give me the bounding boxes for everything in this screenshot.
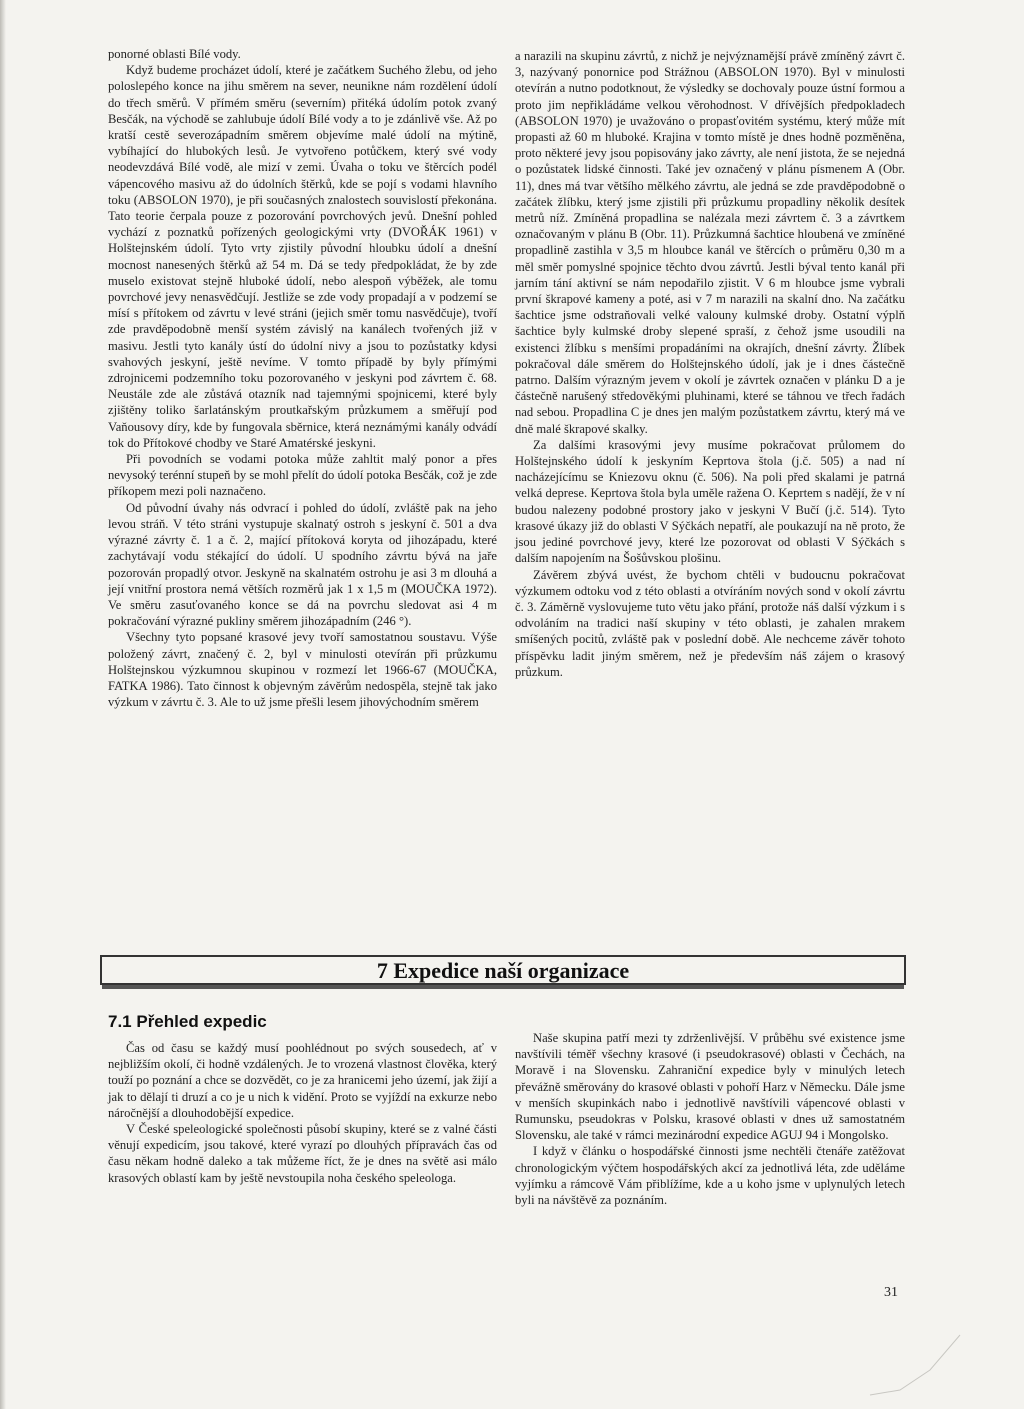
paragraph: I když v článku o hospodářské činnosti jsme nechtěli čtenáře zatěžovat chronologickým výčtem hospodářských akcí za jednotlivá léta, zde uděláme vyjímku a rámcově Vám přiblížíme, kde a u koho jsme v uplynulých letech byli na návštěvě za poznáním.	[515, 1144, 905, 1208]
paragraph: a narazili na skupinu závrtů, z nichž je nejvýznamější právě zmíněný závrt č. 3, nazývaný ponornice pod Strážnou (ABSOLON 1970). Byl v minulosti otevírán a nutno podotknout, že výsledky se dochovaly pouze ústní formou a proto jim nepřikládáme velkou věrohodnost. V dřívějších předpokladech (ABSOLON 1970) je uvažováno o propasťovitém systému, který může mít propasti až 60 m hluboké. Krajina v tomto místě je dnes hodně pozměněna, proto některé jevy jsou popisovány jako závrty, ale není jistota, že se nejedná o pozůstatek lidské činnosti. Také jev označený v plánu písmenem A (Obr. 11), dnes má tvar většího mělkého závrtu, ale jedná se zde pravděpodobně o začátek žlíbku, který jsme zjistili při průzkumu propadliny několik desítek metrů níž. Zmíněná propadlina se nalézala mezi závrtem č. 3 a závrtkem označovaným v plánu B (Obr. 11). Průzkumná šachtice hloubená ve zmíněné propadlině zastihla v 3,5 m hloubce kanál ve štěrcích o průměru 0,30 m a měl směr pomyslné spojnice těchto dvou závrtů. Jestli býval tento kanál při jarním tání aktivní se nám nepodařilo zjistit. V 6 m hloubce jsme vybrali první škrapové kameny a poté, asi v 7 m narazili na skalní dno. Na začátku šachtice jsme odstraňovali velké valouny kulmské droby. Ostatní výplň šachtice byly kulmské droby slepené spraší, z čehož jsme usoudili na existenci žlíbku s menšími propadáními na okrajích, dnešní závrty. Žlíbek pokračoval dále směrem do Holštejnského údolí, jak je i dnes částečně patrno. Dalším výrazným jevem v okolí je závrtek označen v plánku D a je částečně narušený středověkými pluhinami, které se táhnou ve třech řadách nad sebou. Propadlina C je dnes jen malým pozůstatkem závrtu, který má ve dně malé škrapové skalky.	[515, 49, 905, 436]
paragraph: Od původní úvahy nás odvrací i pohled do údolí, zvláště pak na jeho levou stráň. V této stráni vystupuje skalnatý ostroh s jeskyní č. 501 a dva výrazné závrty č. 1 a č. 2, mající přítoková koryta od jihozápadu, které zachytávají vodu stékající do údolí. U spodního závrtu bývá na jaře pozorován propadlý otvor. Jeskyně na skalnatém ostrohu je asi 3 m dlouhá a její vnitřní prostora nemá větších rozměrů jak 1 x 1,5 m (MOUČKA 1972). Ve směru zasuťovaného konce se dá na povrchu sledovat asi 4 m pokračování výrazné pukliny směrem jihozápadním (246 °).	[108, 500, 497, 629]
paragraph: Při povodních se vodami potoka může zahltit malý ponor a přes nevysoký terénní stupeň by se mohl přelít do údolí potoka Besčák, což je zde příkopem mezi poli naznačeno.	[108, 452, 497, 499]
left-column-bottom	[108, 1040, 497, 1186]
paragraph: Čas od času se každý musí poohlédnout po svých sousedech, ať v nejbližším okolí, či hodně vzdálených. Je to vrozená vlastnost člověka, který touží po poznání a chce se dozvědět, co je za hranicemi jeho území, jak žijí a jak to dělají ti druzí a co je u nich k vidění. Proto se vyjíždí na exkurze nebo náročnější a dlouhodobější expedice.	[108, 1041, 497, 1120]
paragraph: V České speleologické společnosti působí skupiny, které se z valné části věnují expedicím, jsou takové, které vyrazí po dlouhých přípravách čas od času někam hodně daleko a tak můžeme říct, že je dnes na světě asi málo krasových oblastí kam by ještě nevstoupila noha českého speleologa.	[108, 1122, 497, 1185]
page-number: 31	[884, 1285, 898, 1300]
scan-edge-shadow	[0, 0, 6, 1409]
right-column-top	[515, 48, 905, 680]
right-column-bottom	[515, 1030, 905, 1208]
left-column-top	[108, 46, 497, 710]
paragraph: Naše skupina patří mezi ty zdrženlivější. V průběhu své existence jsme navštívili téměř všechny krasové (i pseudokrasové) oblasti v Čechách, na Moravě i na Slovensku. Zahraniční expedice byly v minulých letech převážně směrovány do krasové oblasti v pohoří Harz v Německu. Dále jsme v menších skupinkách nabo i jednotlivě navštívili vápencové oblasti v Rumunsku, pseudokras v Polsku, krasové oblasti v dnes už samostatném Slovensku, ale také v rámci mezinárodní expedice AGUJ 94 i Mongolsko.	[515, 1031, 905, 1143]
paragraph: Za dalšími krasovými jevy musíme pokračovat průlomem do Holštejnského údolí k jeskyním Keprtova štola (j.č. 505) a nad ní nacházejícímu se Kniezovu oknu (č. 506). Na poli před skalami je patrná velká deprese. Keprtova štola byla uměle ražena O. Keprtem s nadějí, že v ní budou nalezeny podobné prostory jako v jeskyni V Bučí (j.č. 514). Tyto krasové úkazy již do oblasti V Sýčkách nepatří, ale poukazují na ně proto, že jsou jediné povrchové jevy, které lze pozorovat od oblasti V Sýčkách s dalším napojením na Šošůvskou plošinu.	[515, 437, 905, 566]
section-title: 7.1 Přehled expedic	[108, 1012, 267, 1031]
paragraph: ponorné oblasti Bílé vody.	[108, 47, 241, 61]
paragraph: Závěrem zbývá uvést, že bychom chtěli v budoucnu pokračovat výzkumem odtoku vod z této oblasti a otvíráním nových sond v okolí závrtu č. 3. Záměrně vyslovujeme tuto větu jako přání, protože náš další výzkum i s odvoláním na tradici naší skupiny v této oblasti, je zahalen mrakem smíšených pocitů, zvláště pak v poslední době. Ale nechceme závěr tohoto příspěvku ladit jiným směrem, než je především náš zájem o krasový průzkum.	[515, 567, 905, 679]
chapter-heading-box	[100, 955, 906, 985]
paragraph: Všechny tyto popsané krasové jevy tvoří samostatnou soustavu. Výše položený závrt, značený č. 2, byl v minulosti otevírán při průzkumu Holštejnskou výzkumnou skupinou v rozmezí let 1966-67 (MOUČKA, FATKA 1986). Tato činnost k objevným závěrům nedospěla, stejně tak jako výzkum v závrtu č. 3. Ale to už jsme přešli lesem jihovýchodním směrem	[108, 630, 497, 710]
paragraph: Když budeme procházet údolí, které je začátkem Suchého žlebu, od jeho poloslepého konce na jihu směrem na sever, neunikne nám rozdělení údolí do třech směrů. V přímém směru (severním) přitéká údolím potok zvaný Besčák, na východě se zahlubuje údolí Bílé vody a to je zdánlivě vše. Až po kratší cestě severozápadním směrem objevíme malé údolí na mýtině, vybíhající do hlubokých lesů. Je vytvořeno potůčkem, který své vody neodevzdává Bílé vodě, ale mizí v zemi. Úvaha o toku ve štěrcích podél vápencového masivu až do údolních štěrků, kde se pojí s vodami hlavního toku (ABSOLON 1970), je při současných znalostech souvislostí překonána. Tato teorie čerpala pouze z pozorování povrchových jevů. Dnešní pohled vychází z poznatků pořízených geologickými vrty (DVOŘÁK 1961) v Holštejnském údolí. Tyto vrty zjistily původní hloubku údolí a dnešní mocnost nanesených štěrků až 54 m. Dá se tedy předpokládat, že by zde muselo existovat stejně hluboké údolí, nebo alespoň výběžek, ale tomu povrchové jevy nenasvědčují. Jestliže se zde vody propadají a v podzemí se mísí s přítokem od závrtu v levé stráni (jejich směr tomu nasvědčuje), tvoří zde pravděpodobně menší systém závislý na kanálech tvořených již v masivu. Jestli tyto kanály ústí do údolní nivy a jsou to pozůstatky kdysi svahových jeskyní, ještě nevíme. V tomto případě by byly přímými zdrojnicemi podzemního toku pozorovaného v jeskyni pod závrtem č. 68. Neustále zde ale zůstává otazník nad tajemnými spojnicemi, které byly zjištěny toliko šarlatánským proutkařským průzkumem a směřují pod Vaňousovy díry, kde by fungovala sběrnice, která neznámými kanály odvádí tok do Přítokové chodby ve Staré Amatérské jeskyni.	[108, 63, 497, 450]
chapter-title: 7 Expedice naší organizace	[376, 958, 630, 983]
scan-corner-mark	[860, 1330, 990, 1400]
